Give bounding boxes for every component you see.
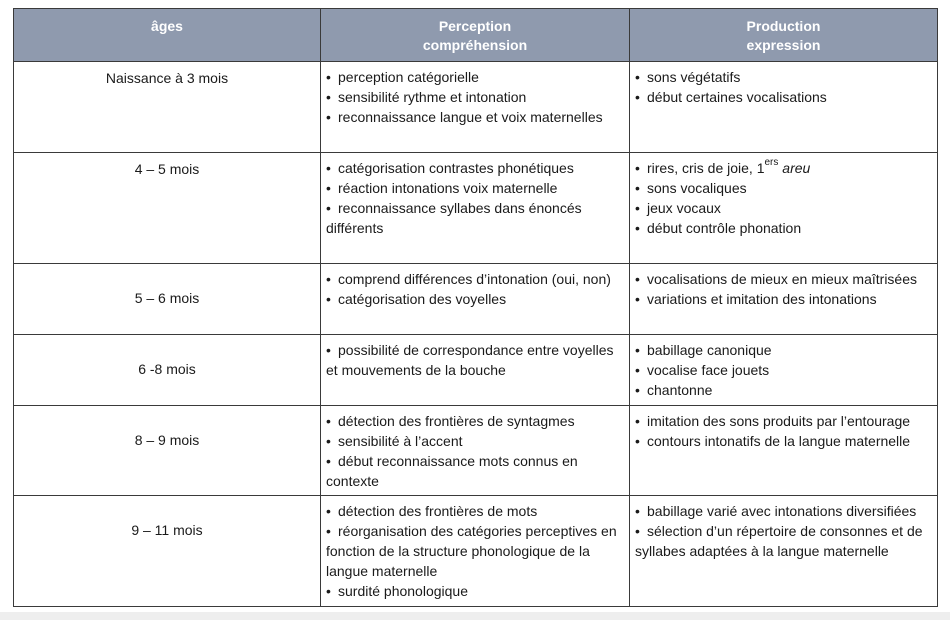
list-item: • catégorisation contrastes phonétiques: [326, 160, 574, 176]
header-perception: [321, 9, 630, 62]
bullet-icon: •: [326, 291, 331, 307]
bullet-icon: •: [326, 200, 331, 216]
list-item: • sons végétatifs: [635, 69, 741, 85]
perception-cell: [321, 406, 630, 496]
table-row: [14, 62, 938, 153]
perception-cell: [321, 335, 630, 406]
perception-cell: [321, 264, 630, 335]
header-production-line-2: expression: [746, 37, 821, 53]
age-cell: 4 – 5 mois: [14, 153, 321, 264]
list-item: • début contrôle phonation: [635, 220, 802, 236]
age-cell: 5 – 6 mois: [14, 264, 321, 335]
bullet-icon: •: [326, 271, 331, 287]
list-item: • vocalisations de mieux en mieux maîtrisées: [635, 271, 918, 287]
header-perception-line-2: compréhension: [422, 37, 528, 53]
bullet-icon: •: [635, 200, 640, 216]
perception-cell: [321, 153, 630, 264]
age-cell: Naissance à 3 mois: [14, 62, 321, 153]
age-cell: 9 – 11 mois: [14, 496, 321, 607]
list-item: • variations et imitation des intonations: [635, 291, 877, 307]
header-ages: [14, 9, 321, 62]
list-item: • début certaines vocalisations: [635, 89, 827, 105]
header-row: [14, 9, 938, 62]
bullet-icon: •: [326, 453, 331, 469]
list-item: • contours intonatifs de la langue maternelle: [635, 433, 911, 449]
bullet-icon: •: [326, 342, 331, 358]
bullet-icon: •: [326, 160, 331, 176]
bullet-icon: •: [635, 362, 640, 378]
production-cell: [630, 264, 938, 335]
italic-word: areu: [782, 160, 811, 176]
bullet-icon: •: [635, 503, 640, 519]
age-cell: 8 – 9 mois: [14, 406, 321, 496]
table-row: [14, 496, 938, 607]
age-cell: 6 -8 mois: [14, 335, 321, 406]
list-item: • possibilité de correspondance entre voyelles et mouvements de la bouche: [326, 342, 614, 378]
list-item: • reconnaissance langue et voix maternelles: [326, 109, 603, 125]
perception-cell: [321, 62, 630, 153]
bullet-icon: •: [635, 69, 640, 85]
list-item: • jeux vocaux: [635, 200, 721, 216]
bullet-icon: •: [326, 69, 331, 85]
table-row: [14, 264, 938, 335]
list-item: • début reconnaissance mots connus en contexte: [326, 453, 578, 489]
bullet-icon: •: [326, 433, 331, 449]
production-cell: [630, 153, 938, 264]
list-item: • détection des frontières de mots: [326, 503, 538, 519]
list-item: • catégorisation des voyelles: [326, 291, 507, 307]
bullet-icon: •: [635, 523, 640, 539]
bullet-icon: •: [326, 413, 331, 429]
list-item: • réorganisation des catégories perceptives en fonction de la structure phonologique de la langue maternelle: [326, 523, 617, 579]
list-item: • sons vocaliques: [635, 180, 747, 196]
list-item: • détection des frontières de syntagmes: [326, 413, 575, 429]
bullet-icon: •: [326, 583, 331, 599]
bullet-icon: •: [635, 291, 640, 307]
list-item: • vocalise face jouets: [635, 362, 770, 378]
list-item: • imitation des sons produits par l’entourage: [635, 413, 911, 429]
header-production: [630, 9, 938, 62]
bullet-icon: •: [635, 382, 640, 398]
bullet-icon: •: [326, 523, 331, 539]
bullet-icon: •: [635, 271, 640, 287]
development-table: [13, 8, 938, 607]
superscript: ers: [764, 157, 779, 168]
list-item: • sélection d’un répertoire de consonnes et de syllabes adaptées à la langue maternelle: [635, 523, 923, 559]
table-row: [14, 335, 938, 406]
header-perception-line-1: Perception: [438, 18, 512, 34]
bullet-icon: •: [635, 160, 640, 176]
bullet-icon: •: [326, 109, 331, 125]
production-cell: [630, 406, 938, 496]
list-item: • babillage canonique: [635, 342, 772, 358]
bullet-icon: •: [326, 180, 331, 196]
table-row: [14, 153, 938, 264]
list-item: • surdité phonologique: [326, 583, 468, 599]
bottom-strip: [0, 612, 950, 620]
bullet-icon: •: [635, 413, 640, 429]
list-item: • réaction intonations voix maternelle: [326, 180, 558, 196]
production-cell: [630, 335, 938, 406]
bullet-icon: •: [635, 180, 640, 196]
bullet-icon: •: [635, 220, 640, 236]
header-production-line-1: Production: [746, 18, 821, 34]
perception-cell: [321, 496, 630, 607]
list-item: • perception catégorielle: [326, 69, 479, 85]
list-item: • babillage varié avec intonations diversifiées: [635, 503, 917, 519]
header-ages-label: âges: [151, 18, 183, 34]
list-item: • chantonne: [635, 382, 713, 398]
list-item: • reconnaissance syllabes dans énoncés différents: [326, 200, 582, 236]
list-item: • sensibilité rythme et intonation: [326, 89, 527, 105]
list-item: • rires, cris de joie, 1ers areu: [635, 157, 811, 176]
bullet-icon: •: [635, 433, 640, 449]
table-row: [14, 406, 938, 496]
production-cell: [630, 496, 938, 607]
bullet-icon: •: [635, 342, 640, 358]
bullet-icon: •: [326, 503, 331, 519]
bullet-icon: •: [635, 89, 640, 105]
list-item: • comprend différences d’intonation (oui, non): [326, 271, 611, 287]
bullet-icon: •: [326, 89, 331, 105]
list-item: • sensibilité à l’accent: [326, 433, 463, 449]
production-cell: [630, 62, 938, 153]
